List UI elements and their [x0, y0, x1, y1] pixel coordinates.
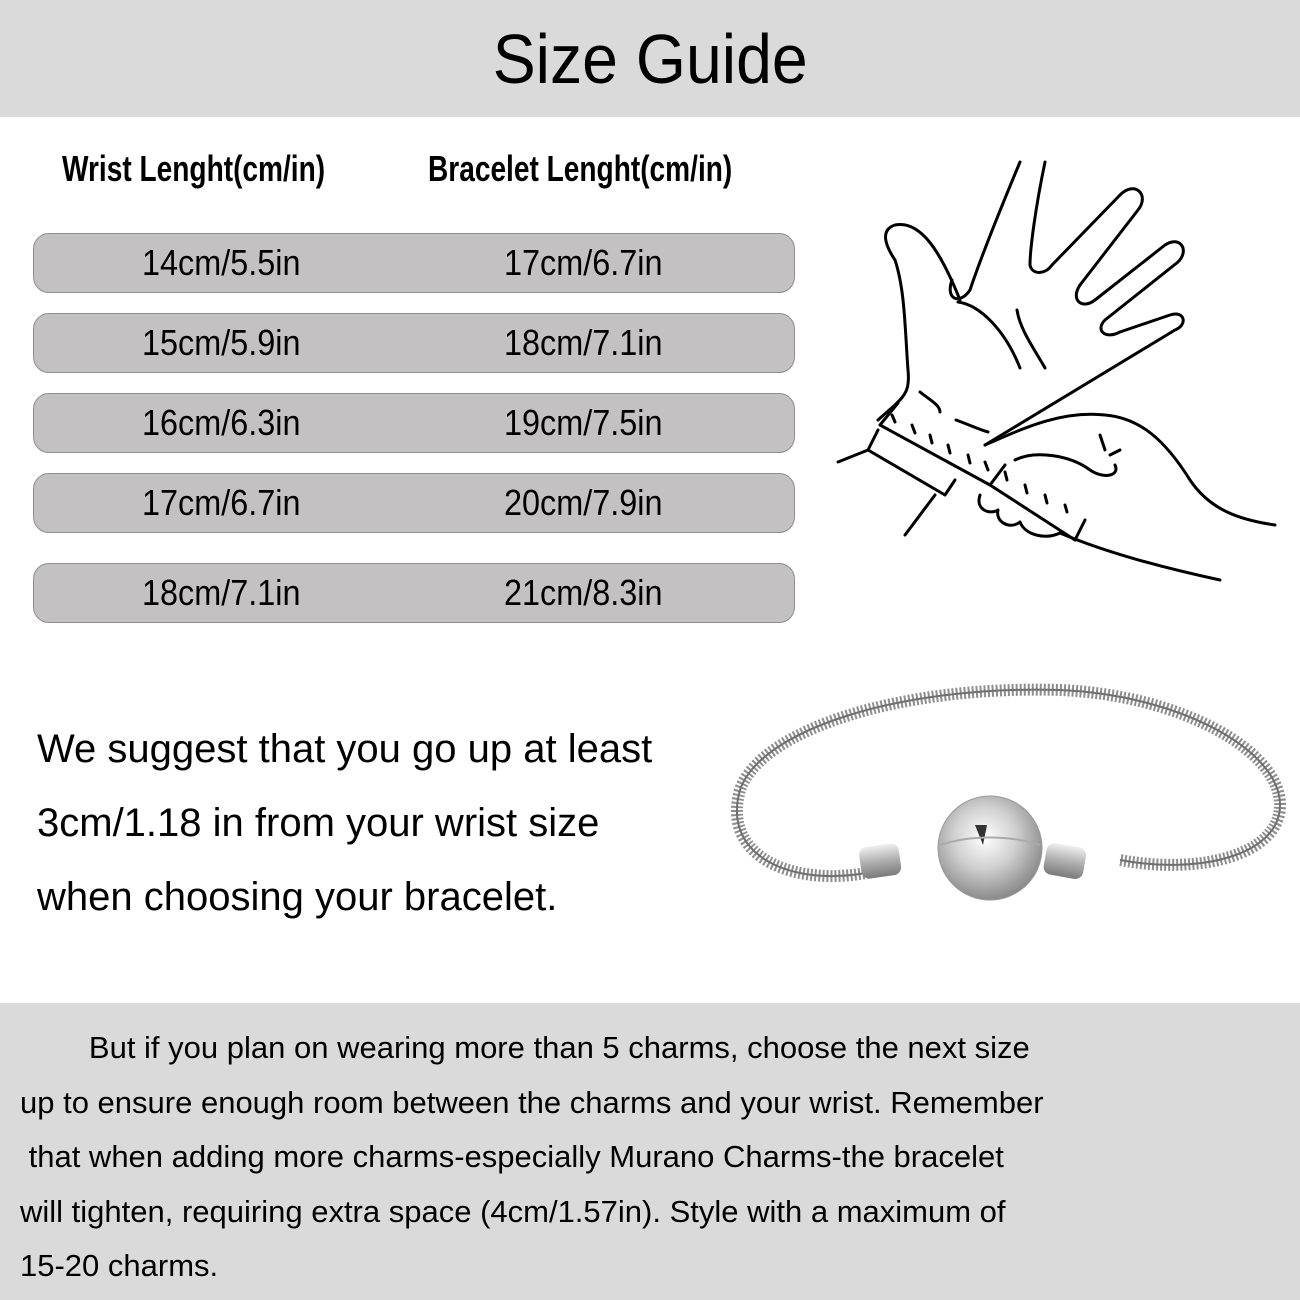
header-banner: [0, 0, 1300, 117]
bracelet-size: 20cm/7.9in: [504, 482, 663, 523]
page-title: Size Guide: [492, 19, 808, 98]
advice-line: But if you plan on wearing more than 5 charms, choose the next size: [20, 1030, 1030, 1065]
charm-advice-panel: [0, 1003, 1300, 1300]
charm-advice-text: [20, 1021, 1290, 1294]
bracelet-size: 18cm/7.1in: [504, 322, 663, 363]
wrist-size: 16cm/6.3in: [142, 402, 301, 443]
wrist-size: 15cm/5.9in: [142, 322, 301, 363]
suggestion-line: We suggest that you go up at least: [37, 727, 653, 771]
size-row: [33, 563, 795, 623]
bracelet-size: 21cm/8.3in: [504, 572, 663, 613]
size-row: [33, 233, 795, 293]
bracelet-size: 19cm/7.5in: [504, 402, 663, 443]
advice-line: up to ensure enough room between the charms and your wrist. Remember: [20, 1084, 1044, 1120]
size-row: [33, 393, 795, 453]
advice-line: 15-20 charms.: [20, 1248, 219, 1283]
suggestion-line: when choosing your bracelet.: [37, 875, 558, 919]
column-header-wrist: Wrist Lenght(cm/in): [62, 148, 326, 189]
wrist-size: 18cm/7.1in: [142, 572, 301, 613]
wrist-size: 14cm/5.5in: [142, 242, 301, 283]
column-header-bracelet: Bracelet Lenght(cm/in): [428, 148, 733, 189]
bracelet-size: 17cm/6.7in: [504, 242, 663, 283]
suggestion-line: 3cm/1.18 in from your wrist size: [37, 801, 600, 845]
bracelet-photo: [700, 660, 1300, 990]
wrist-size: 17cm/6.7in: [142, 482, 301, 523]
advice-line: will tighten, requiring extra space (4cm/1.57in). Style with a maximum of: [20, 1193, 1006, 1229]
suggestion-text: [37, 712, 737, 934]
hand-measuring-illustration: [820, 150, 1300, 600]
size-row: [33, 313, 795, 373]
size-row: [33, 473, 795, 533]
advice-line: that when adding more charms-especially Murano Charms-the bracelet: [20, 1139, 1004, 1174]
